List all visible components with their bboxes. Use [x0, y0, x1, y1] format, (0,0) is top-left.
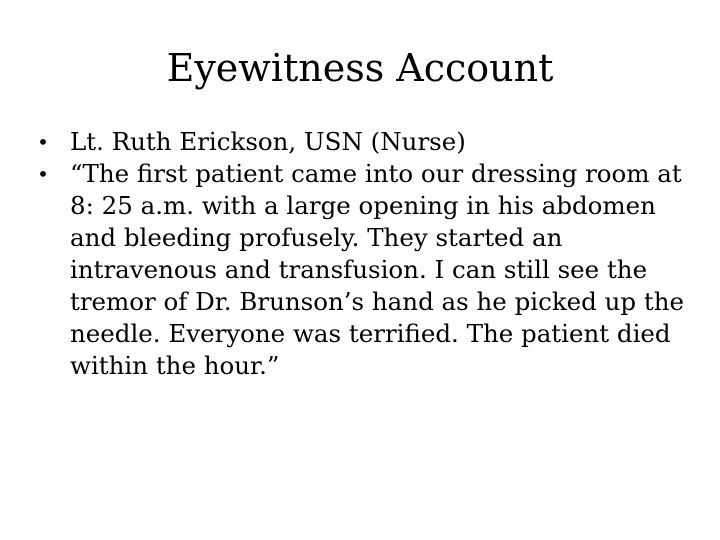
- bullet-point-icon: •: [37, 130, 49, 154]
- bullet-item: [34, 126, 694, 158]
- bullet-list: [34, 126, 694, 382]
- bullet-item: [34, 158, 694, 382]
- bullet-text: Lt. Ruth Erickson, USN (Nurse): [70, 127, 466, 156]
- bullet-text: “The first patient came into our dressing room at 8: 25 a.m. with a large opening in his abdomen and bleeding profusely. They started an intravenous and transfusion. I can still see the tremor of Dr. Brunson’s hand as he picked up the needle. Everyone was terrified. The patient died within the hour.”: [70, 159, 685, 380]
- bullet-point-icon: •: [37, 162, 49, 186]
- slide-title: Eyewitness Account: [166, 46, 554, 90]
